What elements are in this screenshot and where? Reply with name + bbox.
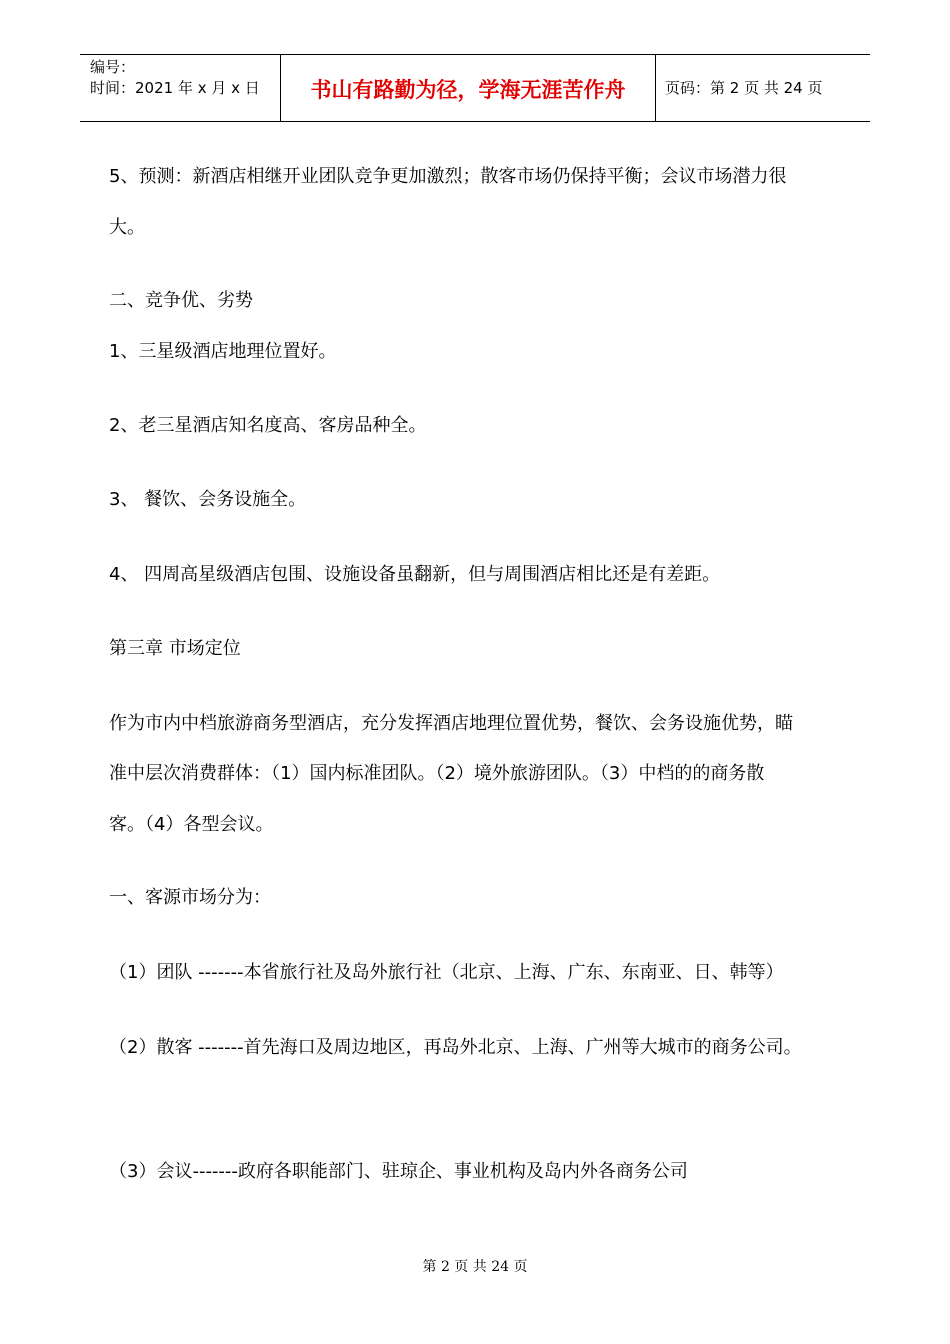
list-item-2: 2、老三星酒店知名度高、客房品种全。 <box>109 415 427 436</box>
header-page-info: 页码：第 2 页 共 24 页 <box>665 79 823 97</box>
header-divider-right <box>655 55 656 122</box>
paragraph-forecast-line1: 5、预测：新酒店相继开业团队竞争更加激烈；散客市场仍保持平衡；会议市场潜力很 <box>109 166 787 187</box>
page-footer: 第 2 页 共 24 页 <box>422 1259 528 1275</box>
market-item-groups: （1）团队 -------本省旅行社及岛外旅行社（北京、上海、广东、东南亚、日、韩等） <box>109 962 784 983</box>
list-item-4: 4、 四周高星级酒店包围、设施设备虽翻新，但与周围酒店相比还是有差距。 <box>109 564 721 585</box>
market-item-meetings: （3）会议-------政府各职能部门、驻琼企、事业机构及岛内外各商务公司 <box>109 1161 688 1182</box>
header-meta <box>90 57 260 99</box>
list-item-1: 1、三星级酒店地理位置好。 <box>109 341 337 362</box>
paragraph-positioning-line1: 作为市内中档旅游商务型酒店，充分发挥酒店地理位置优势，餐饮、会务设施优势，瞄 <box>109 713 793 734</box>
list-item-3: 3、 餐饮、会务设施全。 <box>109 489 307 510</box>
document-header <box>80 54 870 122</box>
paragraph-positioning-line2: 准中层次消费群体：（1）国内标准团队。（2）境外旅游团队。（3）中档的的商务散 <box>109 763 765 784</box>
paragraph-positioning-line3: 客。（4）各型会议。 <box>109 814 274 835</box>
section-heading-markets: 一、客源市场分为： <box>109 887 271 908</box>
document-number-label: 编号： <box>90 58 136 76</box>
document-time-label: 时间：2021 年 x 月 x 日 <box>90 79 260 97</box>
market-item-individuals: （2）散客 -------首先海口及周边地区，再岛外北京、上海、广州等大城市的商务公司。 <box>109 1037 802 1058</box>
header-motto: 书山有路勤为径，学海无涯苦作舟 <box>310 76 626 102</box>
paragraph-forecast-line2: 大。 <box>109 217 145 238</box>
section-heading-strengths: 二、竞争优、劣势 <box>109 290 253 311</box>
chapter-heading: 第三章 市场定位 <box>109 638 241 659</box>
